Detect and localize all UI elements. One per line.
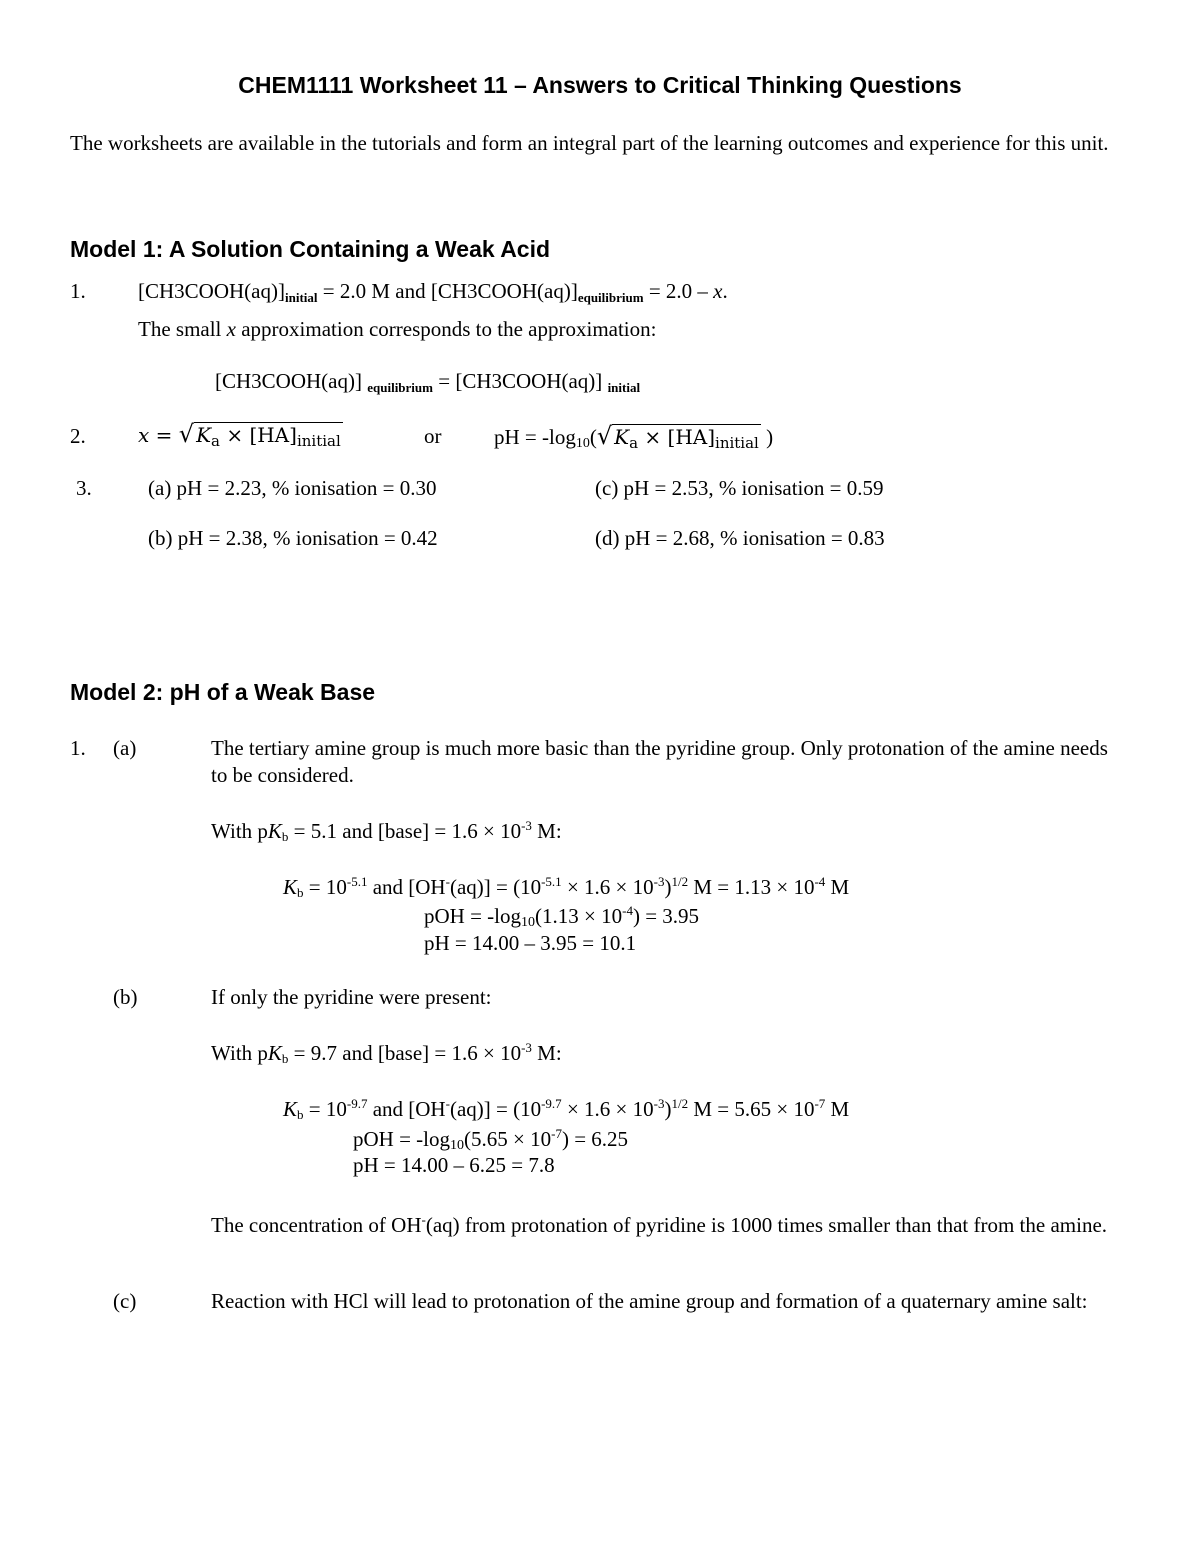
model2-part-a-kb-line: $K_b = 10^{-5.1}$ and $[OH^-(aq)] = (10^{-5.1} \times 1.6 \times 10^{-3})^{1/2}$ $M = 1.13 \times 10^{-4}$ M [283, 874, 850, 900]
model2-part-b-given: With $pK_b = 9.7$ and [base] = $1.6 \times 10^{-3}$ M: [211, 1040, 562, 1066]
model1-q2-or: or [424, 424, 442, 448]
page-title: CHEM1111 Worksheet 11 – Answers to Critical Thinking Questions [238, 72, 962, 98]
model2-part-c-label: (c) [113, 1289, 137, 1313]
model1-q1-approx-text: The small x approximation corresponds to the approximation: [138, 317, 657, 341]
model1-q1-line: [CH3COOH(aq)]initial = 2.0 M and [CH3COOH(aq)]equilibrium = 2.0 – x. [138, 279, 728, 305]
model1-q1-number: 1. [70, 279, 86, 303]
model2-part-b-poh-line: pOH = $-\log_{10}(5.65 \times 10^{-7}) = 6.25$ [353, 1126, 629, 1153]
model2-part-a-ph-line: pH = 14.00 – 3.95 = 10.1 [424, 931, 637, 955]
model1-q3-answer-c: (c) pH = 2.53, % ionisation = 0.59 [595, 476, 884, 500]
model1-q3-answer-a: (a) pH = 2.23, % ionisation = 0.30 [148, 476, 437, 500]
model2-part-b-text: If only the pyridine were present: [211, 985, 492, 1009]
model2-part-a-text: The tertiary amine group is much more basic than the pyridine group. Only protonation of the amine needs to be considered. [211, 736, 1108, 787]
model1-q2-number: 2. [70, 424, 86, 448]
model1-q3-number: 3. [76, 476, 92, 500]
model1-q2-x-equation: x = √ $K_a \times [HA]_{initial}$ [138, 420, 343, 453]
model2-heading: Model 2: pH of a Weak Base [70, 679, 376, 705]
model1-q2-ph-equation: pH = $-\log_{10}(√$ $K_a \times [HA]_{initial}$ ) [494, 422, 773, 455]
model2-part-b-label: (b) [113, 985, 138, 1009]
model2-part-b-kb-line: $K_b = 10^{-9.7}$ and $[OH^-(aq)] = (10^{-9.7} \times 1.6 \times 10^{-3})^{1/2}$ $M = 5.65 \times 10^{-7}$ M [283, 1096, 850, 1122]
sqrt-symbol: √ $K_a \times [HA]_{initial}$ [179, 420, 343, 453]
model2-part-b-conclusion: The concentration of OH-(aq) from protonation of pyridine is 1000 times smaller than that from the amine. [211, 1212, 1108, 1237]
model1-q3-answer-d: (d) pH = 2.68, % ionisation = 0.83 [595, 526, 885, 550]
sqrt-symbol-2: √ $K_a \times [HA]_{initial}$ [597, 422, 761, 455]
model2-part-c-text: Reaction with HCl will lead to protonation of the amine group and formation of a quaternary amine salt: [211, 1289, 1088, 1313]
intro-paragraph: The worksheets are available in the tutorials and form an integral part of the learning outcomes and experience for this unit. [70, 131, 1109, 155]
model1-heading: Model 1: A Solution Containing a Weak Acid [70, 236, 551, 262]
model2-part-a-label: (a) [113, 736, 137, 760]
model2-q1-number: 1. [70, 736, 86, 760]
model2-part-b-ph-line: pH = 14.00 – 6.25 = 7.8 [353, 1153, 555, 1177]
model1-q3-answer-b: (b) pH = 2.38, % ionisation = 0.42 [148, 526, 438, 550]
model2-part-a-poh-line: pOH = $-\log_{10}(1.13 \times 10^{-4}) = 3.95$ [424, 903, 700, 930]
model2-part-a-given: With $pK_b = 5.1$ and [base] = $1.6 \times 10^{-3}$ M: [211, 818, 562, 844]
model1-q1-approx-equation: [CH3COOH(aq)] equilibrium = [CH3COOH(aq)] initial [215, 369, 641, 395]
